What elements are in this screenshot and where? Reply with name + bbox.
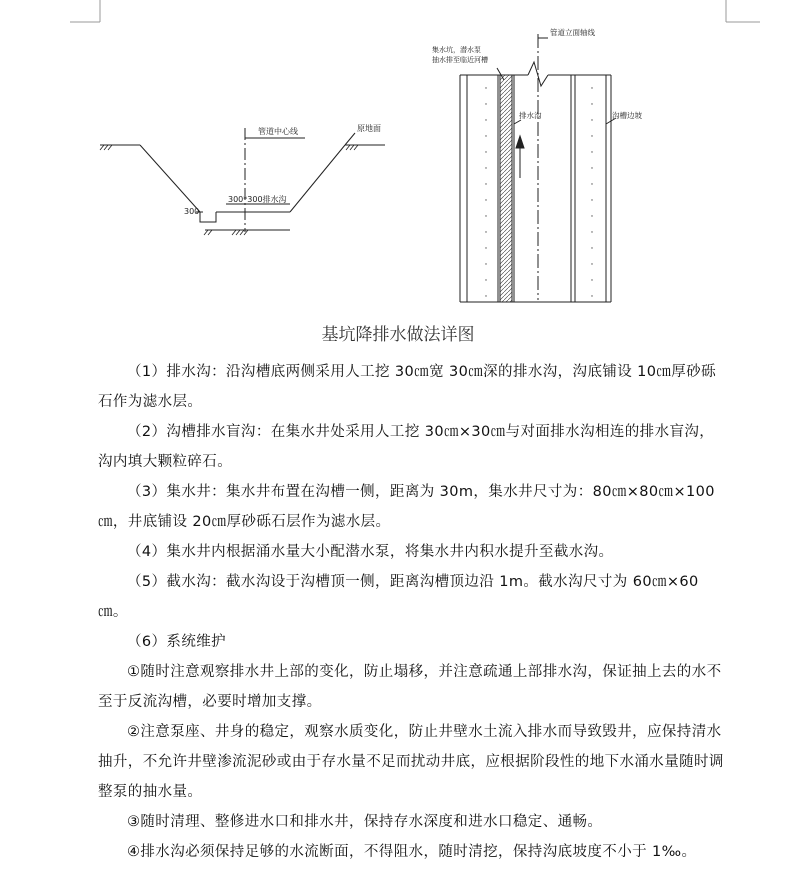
axis-label: 管道立面轴线	[550, 28, 595, 37]
right-dot-column	[591, 87, 592, 296]
drain-label: 排水沟	[519, 111, 542, 120]
slope-label: 沟槽边坡	[612, 111, 642, 120]
body-text	[98, 357, 726, 867]
cross-section-drawing	[100, 128, 385, 235]
depth-label: 300	[184, 207, 200, 216]
ditch-size-label: 300*300排水沟	[228, 195, 287, 204]
sump-label	[432, 45, 488, 64]
paragraph-maintenance-3: ③随时清理、整修进水口和排水井，保持存水深度和进水口稳定、通畅。	[127, 814, 603, 830]
ground-label: 原地面	[357, 124, 381, 133]
paragraph-maintenance-1: ①随时注意观察排水井上部的变化，防止塌移，并注意疏通上部排水沟，保证抽上去的水不至于反流沟槽，必要时增加支撑。	[98, 664, 722, 710]
sump-label-line2: 抽水排至临近河槽	[432, 56, 488, 64]
centerline-label: 管道中心线	[258, 127, 298, 136]
left-dot-column	[485, 87, 486, 296]
drainage-detail-figure	[0, 0, 796, 320]
paragraph-sump-well: （3）集水井：集水井布置在沟槽一侧，距离为 30m，集水井尺寸为：80㎝×80㎝×100㎝，井底铺设 20㎝厚砂砾石层作为滤水层。	[98, 484, 715, 530]
paragraph-intercept-ditch: （5）截水沟：截水沟设于沟槽顶一侧，距离沟槽顶边沿 1m。截水沟尺寸为 60㎝×60㎝。	[98, 574, 699, 620]
sump-label-line1: 集水坑，潜水泵	[432, 46, 481, 54]
paragraph-drain-ditch: （1）排水沟：沿沟槽底两侧采用人工挖 30㎝宽 30㎝深的排水沟，沟底铺设 10㎝厚砂砾石作为滤水层。	[98, 364, 717, 410]
paragraph-maintenance-2: ②注意泵座、井身的稳定，观察水质变化，防止井壁水土流入排水而导致毁井，应保持清水抽升，不允许井壁渗流泥砂或由于存水量不足而扰动井底，应根据阶段性的地下水涌水量随时调整泵的抽水量。	[98, 724, 724, 800]
paragraph-maintenance-heading: （6）系统维护	[127, 634, 227, 650]
paragraph-pump: （4）集水井内根据涌水量大小配潜水泵，将集水井内积水提升至截水沟。	[127, 544, 614, 560]
paragraph-blind-ditch: （2）沟槽排水盲沟：在集水井处采用人工挖 30㎝×30㎝与对面排水沟相连的排水盲沟，沟内填大颗粒碎石。	[98, 424, 715, 470]
figure-caption: 基坑降排水做法详图	[321, 325, 475, 345]
paragraph-maintenance-4: ④排水沟必须保持足够的水流断面，不得阻水，随时清挖，保持沟底坡度不小于 1‰。	[127, 844, 697, 860]
